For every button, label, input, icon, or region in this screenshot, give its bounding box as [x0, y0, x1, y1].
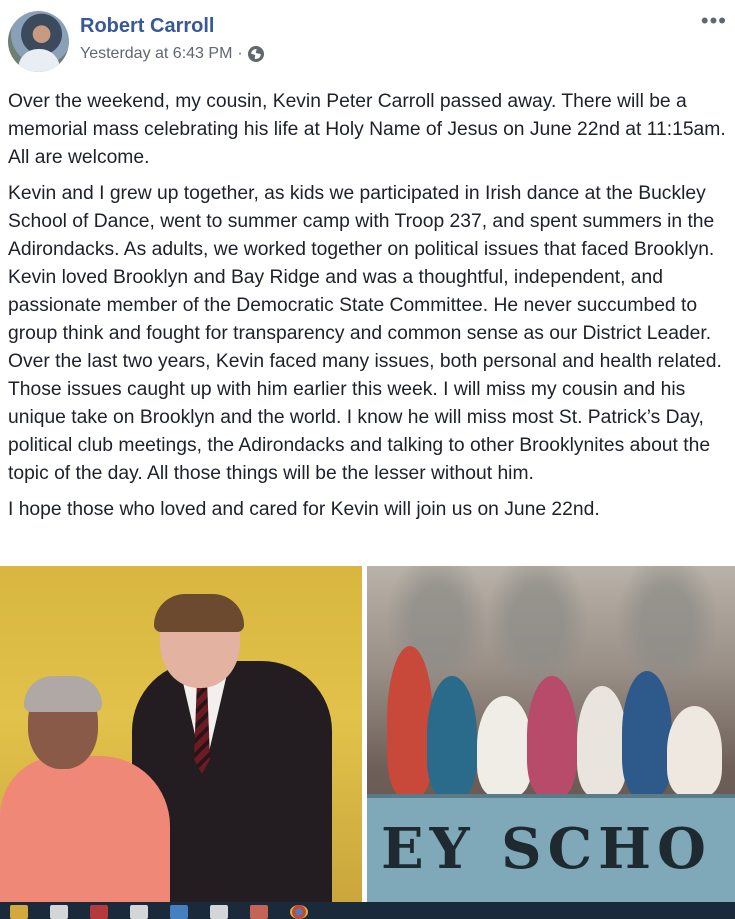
author-name[interactable]: Robert Carroll: [80, 15, 215, 37]
post-body: [8, 88, 728, 532]
app-icon[interactable]: [90, 905, 108, 919]
photo-parade[interactable]: [367, 566, 735, 902]
ellipsis-icon[interactable]: •••: [700, 8, 727, 33]
meta-separator: ·: [237, 45, 243, 62]
app-icon-3[interactable]: [210, 905, 228, 919]
taskbar: [0, 902, 735, 919]
banner-text: EY SCHO: [381, 816, 712, 882]
dropbox-icon[interactable]: [130, 905, 148, 919]
app-icon-4[interactable]: [250, 905, 268, 919]
chrome-icon[interactable]: [290, 905, 308, 919]
post-timestamp[interactable]: Yesterday at 6:43 PM: [80, 45, 233, 62]
globe-icon[interactable]: [248, 46, 264, 62]
post-header: [0, 0, 735, 80]
app-icon-2[interactable]: [170, 905, 188, 919]
avatar[interactable]: [8, 11, 69, 72]
photo-portrait[interactable]: [0, 566, 362, 902]
post-paragraph: Kevin and I grew up together, as kids we participated in Irish dance at the Buckley School of Dance, went to summer camp with Troop 237, and spent summers in the Adirondacks. As adults, we worked together on political issues that faced Brooklyn. Kevin loved Brooklyn and Bay Ridge and was a thoughtful, independent, and passionate member of the Democratic State Committee. He never succumbed to group think and fought for transparency and common sense as our District Leader. Over the last two years, Kevin faced many issues, both personal and health related. Those issues caught up with him earlier this week. I will miss my cousin and his unique take on Brooklyn and the world. I know he will miss most St. Patrick’s Day, political club meetings, the Adirondacks and talking to other Brooklynites about the topic of the day. All those things will be the lesser without him.: [8, 183, 722, 484]
post-paragraph: Over the weekend, my cousin, Kevin Peter Carroll passed away. There will be a memorial mass celebrating his life at Holy Name of Jesus on June 22nd at 11:15am. All are welcome.: [8, 91, 726, 168]
photo-grid: [0, 566, 735, 902]
store-icon[interactable]: [50, 905, 68, 919]
post-paragraph: I hope those who loved and cared for Kevin will join us on June 22nd.: [8, 499, 600, 520]
post-meta: [80, 45, 264, 63]
photo-figure: [0, 756, 170, 902]
folder-icon[interactable]: [10, 905, 28, 919]
